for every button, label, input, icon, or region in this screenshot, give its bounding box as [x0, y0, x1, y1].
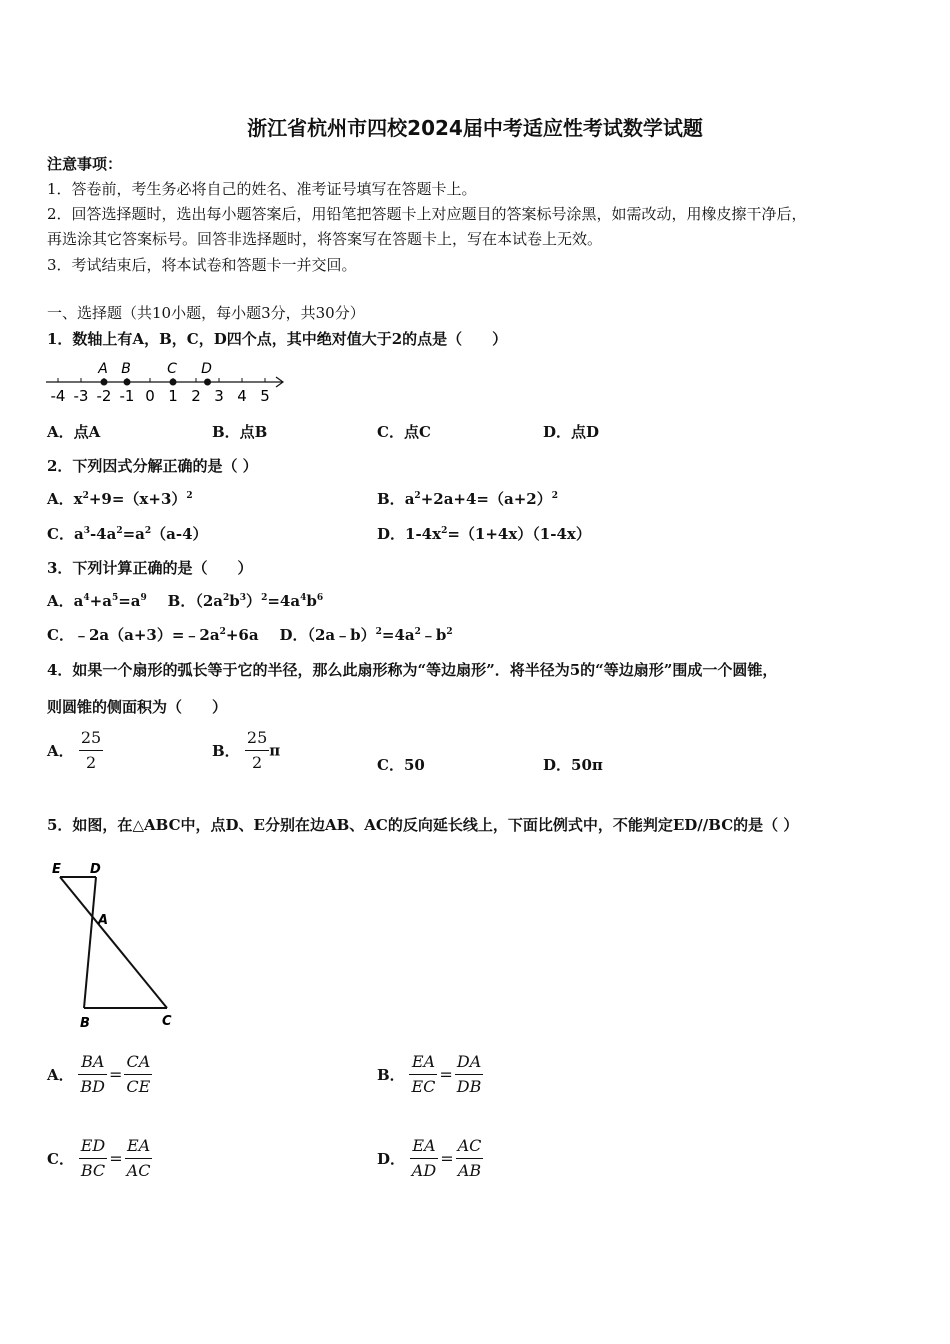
- fig-label-d: D: [90, 862, 101, 877]
- q5-option-c: C． $\frac{ED}{BC}$ = $\frac{EA}{AC}$: [47, 1136, 151, 1180]
- number-line-tick-label: -1: [119, 387, 135, 405]
- q1-stem: 1．数轴上有A，B，C，D四个点，其中绝对值大于2的点是（ ）: [47, 330, 508, 348]
- q4-option-b: B． $\frac{25}{2}$ π: [212, 728, 281, 772]
- notice-heading: 注意事项：: [47, 155, 123, 173]
- q3-options-cd: C．$﹣2a(a+3)=﹣2a^2+6a$ D．$(2a﹣b)^2=4a^2﹣b^2$: [47, 626, 453, 644]
- notice-item: 再选涂其它答案标号。回答非选择题时，将答案写在答题卡上，写在本试卷上无效。: [47, 230, 603, 248]
- fig-label-b: B: [80, 1016, 90, 1031]
- q4-option-c: C．50: [377, 756, 425, 774]
- triangle-figure: [44, 856, 184, 1036]
- notice-item: 1．答卷前，考生务必将自己的姓名、准考证号填写在答题卡上。: [47, 180, 477, 198]
- number-line-point: [170, 379, 177, 386]
- q2-option-b: B．$a^2+2a+4=(a+2)^2$: [377, 490, 558, 508]
- number-line-point: [101, 379, 108, 386]
- q1-option-b: B．点B: [212, 423, 268, 441]
- notice-item: 2．回答选择题时，选出每小题答案后，用铅笔把答题卡上对应题目的答案标号涂黑，如需改动，用橡皮擦干净后，: [47, 205, 807, 223]
- fig-label-e: E: [52, 862, 61, 877]
- q5-option-b: B． $\frac{EA}{EC}$ = $\frac{DA}{DB}$: [377, 1052, 482, 1096]
- q3-options-ab: A．$a^4+a^5=a^9$ B．$(2a^2b^3)^2=4a^4b^6$: [47, 592, 324, 610]
- q2-stem: 2．下列因式分解正确的是（ ）: [47, 457, 258, 475]
- number-line-tick-label: 2: [191, 387, 201, 405]
- number-line-tick-label: 5: [260, 387, 270, 405]
- fig-label-c: C: [162, 1014, 172, 1029]
- number-line-point-label: C: [167, 361, 177, 377]
- q4-option-d: D．50π: [543, 756, 603, 774]
- number-line-tick-label: -2: [96, 387, 112, 405]
- q5-option-d: D． $\frac{EA}{AD}$ = $\frac{AC}{AB}$: [377, 1136, 482, 1180]
- number-line-point-label: A: [98, 361, 108, 377]
- q3-stem: 3．下列计算正确的是（ ）: [47, 559, 253, 577]
- number-line-tick-label: 3: [214, 387, 224, 405]
- q4-stem-line2: 则圆锥的侧面积为（ ）: [47, 698, 228, 716]
- number-line-tick-label: -4: [50, 387, 66, 405]
- q1-option-d: D．点D: [543, 423, 600, 441]
- number-line-tick-label: 1: [168, 387, 178, 405]
- number-line-tick-label: -3: [73, 387, 89, 405]
- fig-label-a: A: [98, 913, 109, 928]
- q4-option-a: A． $\frac{25}{2}$: [47, 728, 102, 772]
- q2-option-c: C．$a^3-4a^2=a^2(a-4)$: [47, 525, 208, 543]
- number-line: [44, 358, 289, 406]
- notice-item: 3．考试结束后，将本试卷和答题卡一并交回。: [47, 256, 357, 274]
- q4-stem-line1: 4．如果一个扇形的弧长等于它的半径，那么此扇形称为“等边扇形”．将半径为5的“等边扇形”围成一个圆锥，: [47, 661, 778, 679]
- number-line-tick-label: 4: [237, 387, 247, 405]
- q2-option-d: D．$1-4x^2=(1+4x)(1-4x)$: [377, 525, 591, 543]
- number-line-point: [204, 379, 211, 386]
- q5-stem: 5．如图，在△ABC中，点D、E分别在边AB、AC的反向延长线上，下面比例式中，不能判定ED//BC的是（ ）: [47, 816, 799, 834]
- number-line-point: [124, 379, 131, 386]
- number-line-point-label: B: [121, 361, 131, 377]
- q1-option-a: A．点A: [47, 423, 101, 441]
- q5-option-a: A． $\frac{BA}{BD}$ = $\frac{CA}{CE}$: [47, 1052, 151, 1096]
- page-title: 浙江省杭州市四校2024届中考适应性考试数学试题: [247, 116, 703, 140]
- number-line-point-label: D: [201, 361, 212, 377]
- section-heading: 一、选择题（共10小题，每小题3分，共30分）: [47, 304, 365, 322]
- q2-option-a: A．$x^2+9=(x+3)^2$: [47, 490, 193, 508]
- q1-option-c: C．点C: [377, 423, 431, 441]
- number-line-tick-label: 0: [145, 387, 155, 405]
